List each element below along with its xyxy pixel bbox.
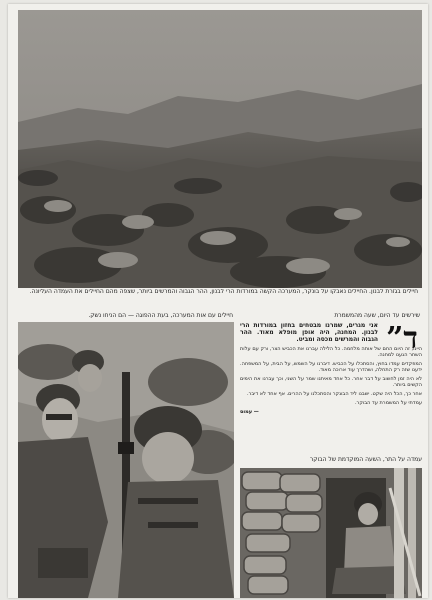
bunker-caption: עמדה על התר, השעה המוקדמת של הבוקר <box>309 456 422 463</box>
article-kicker: שירשים עד היום, שעה מהמשמרת <box>334 312 420 319</box>
soldiers-photo <box>18 322 234 598</box>
article-paragraph: אחר כך, הכל היה שקט. ישבנו ליד הבונקר והסתכלנו על ההרים. אף אחד לא דיבר. <box>247 391 422 397</box>
bunker-photo <box>240 468 422 598</box>
landscape-photo <box>18 10 422 288</box>
article-body <box>240 322 422 462</box>
article-paragraph: לא היה זמן לחשוב על דבר אחר. כל אחד מאיתנו שמר על השני, וכך עברנו את הימים הקשים ביותר. <box>240 376 422 388</box>
soldiers-caption: חיילים עם אות המערכה, בעת ההפוגה — הם הניחו נשק. <box>88 312 233 319</box>
article-signature: — עמוס <box>240 409 259 415</box>
article-paragraph: עמדתי על המשמרת עד הבוקר. <box>354 400 422 406</box>
landscape-caption-line1: חיילים בגזרת לבנון. החיילים נאבקו על בונקר, המערכה הקשה במורדות הרי לבנון, ההר הגבוה והמרשים ביותר, שצפה מהם החיילים את העמדה העליונה. <box>29 289 418 295</box>
article-paragraph: היינו, זה היום החם של אותה מלחמה. כל הלילה עברנו את הכביש הצר, ורק עם עלות השחר הגענו למחנה. <box>240 346 422 358</box>
landscape-caption <box>18 289 418 301</box>
article-paragraph: המפקדים עמדו בחוץ, והסתכלו על הכביש. דיברנו על השמש, על הבית, על המשפחה. ידענו שזה רק התחלה, ושהדרך עוד ארוכה מאוד. <box>240 361 422 373</box>
article-dropcap: ”ד <box>386 321 418 356</box>
magazine-page <box>8 4 428 598</box>
article-lead: אני מגרים, שמרנו מבטחים בחזון במורדות הרי לבנון. המחנה, היה אופן מופלא מאוד. ההר הגבוה והמרשים מכסה ומביט. <box>240 322 378 343</box>
